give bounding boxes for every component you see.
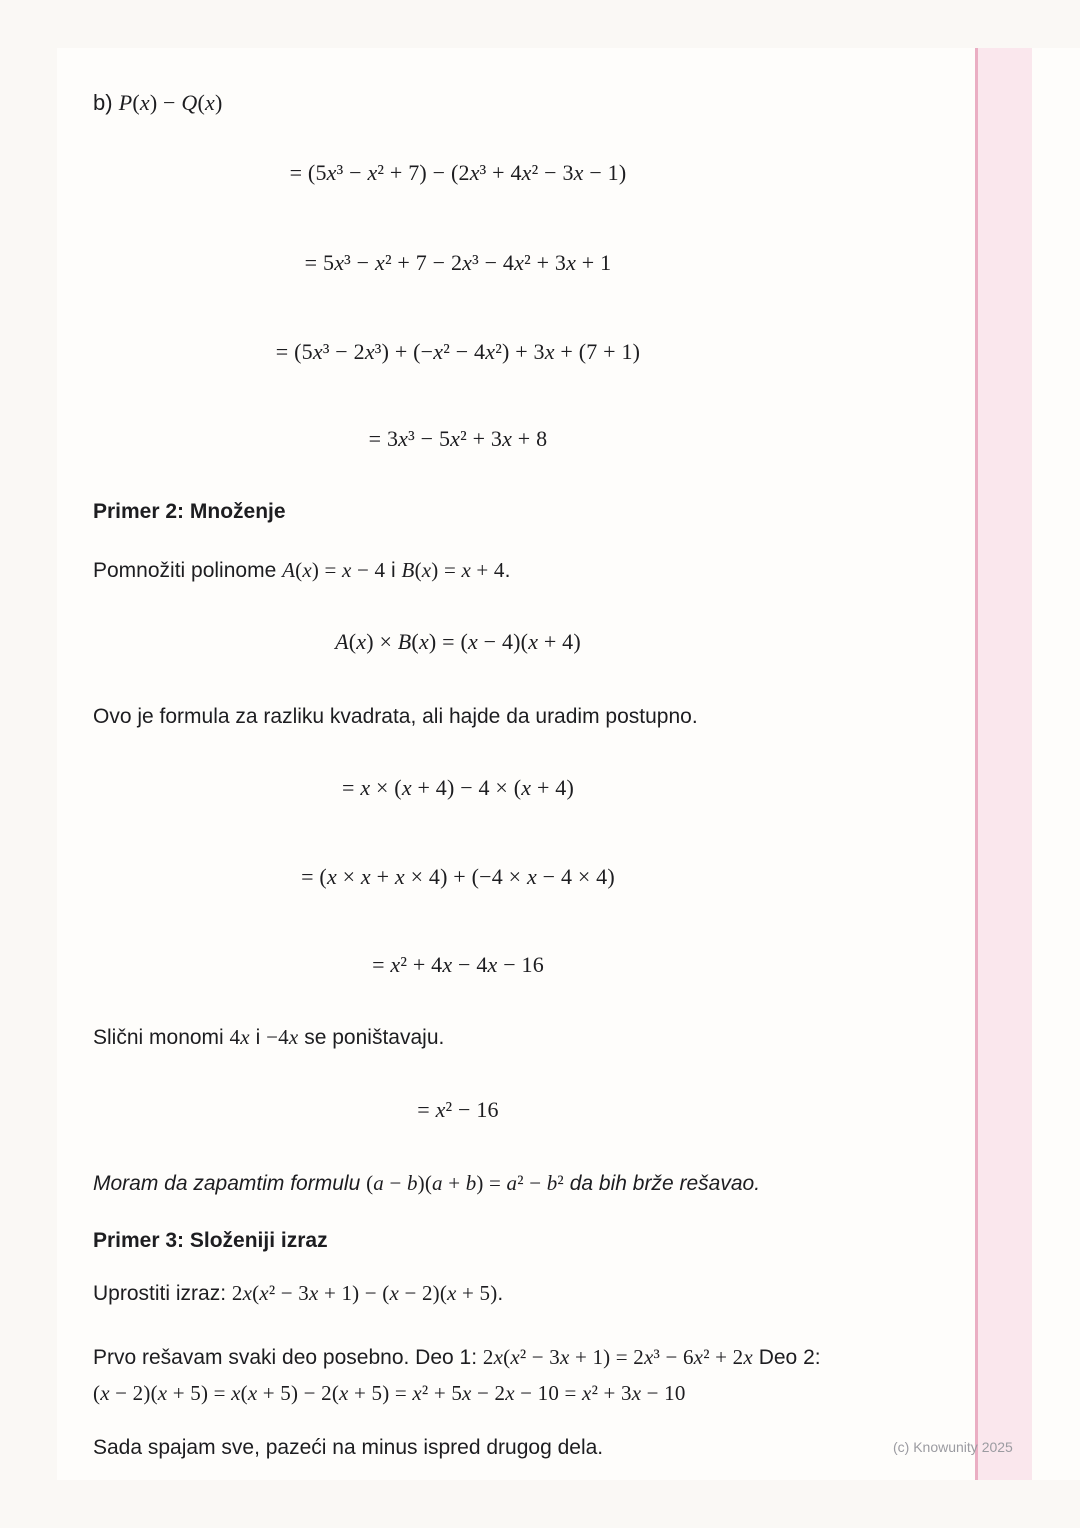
text-segment: i bbox=[385, 559, 402, 582]
text-line bbox=[93, 1278, 893, 1309]
text-segment: Deo 2: bbox=[752, 1346, 821, 1369]
section-heading bbox=[93, 1226, 893, 1256]
equation-line bbox=[93, 248, 823, 278]
text-line bbox=[93, 1022, 893, 1053]
equation-line bbox=[93, 1095, 823, 1125]
text-line bbox=[93, 555, 893, 586]
text-segment: da bih brže rešavao. bbox=[563, 1172, 761, 1195]
text-line bbox=[93, 1433, 893, 1463]
math-expression: A(x) × B(x) = (x − 4)(x + 4) bbox=[335, 629, 581, 654]
equation-line bbox=[93, 773, 823, 803]
page-accent-stripe bbox=[975, 48, 1032, 1480]
text-segment: se poništavaju. bbox=[298, 1026, 445, 1049]
math-expression: = 3x³ − 5x² + 3x + 8 bbox=[368, 426, 548, 451]
math-expression: = (5x³ − x² + 7) − (2x³ + 4x² − 3x − 1) bbox=[289, 160, 627, 185]
text-line bbox=[93, 1342, 893, 1373]
text-segment: Primer 2: Množenje bbox=[93, 500, 286, 523]
document-page bbox=[57, 48, 1080, 1480]
math-expression: −4x bbox=[266, 1025, 299, 1049]
note-line bbox=[93, 1168, 893, 1199]
equation-line bbox=[93, 950, 823, 980]
text-segment: Moram da zapamtim formulu bbox=[93, 1172, 367, 1195]
equation-line bbox=[93, 424, 823, 454]
text-segment: Ovo je formula za razliku kvadrata, ali hajde da uradim postupno. bbox=[93, 705, 698, 728]
text-segment: Slični monomi bbox=[93, 1026, 230, 1049]
math-expression: (x − 2)(x + 5) = x(x + 5) − 2(x + 5) = x² + 5x − 2x − 10 = x² + 3x − 10 bbox=[93, 1381, 686, 1405]
math-expression: = x² + 4x − 4x − 16 bbox=[372, 952, 544, 977]
math-expression: 2x(x² − 3x + 1) = 2x³ − 6x² + 2x bbox=[482, 1345, 753, 1369]
text-segment: i bbox=[249, 1026, 267, 1049]
text-segment: b) bbox=[93, 90, 119, 115]
text-segment: Primer 3: Složeniji izraz bbox=[93, 1229, 328, 1252]
math-expression: P(x) − Q(x) bbox=[118, 90, 223, 115]
text-line bbox=[93, 88, 893, 118]
equation-line bbox=[93, 158, 823, 188]
section-heading bbox=[93, 497, 893, 527]
text-segment: Sada spajam sve, pazeći na minus ispred drugog dela. bbox=[93, 1436, 604, 1459]
text-line bbox=[93, 702, 893, 732]
math-expression: = (x × x + x × 4) + (−4 × x − 4 × 4) bbox=[301, 864, 615, 889]
text-segment: . bbox=[497, 1282, 504, 1305]
math-expression: = (5x³ − 2x³) + (−x² − 4x²) + 3x + (7 + 1) bbox=[275, 339, 641, 364]
equation-line bbox=[93, 337, 823, 367]
math-expression: = x² − 16 bbox=[417, 1097, 499, 1122]
math-expression: 2x(x² − 3x + 1) − (x − 2)(x + 5) bbox=[231, 1281, 498, 1305]
text-segment: Uprostiti izraz: bbox=[93, 1282, 232, 1305]
math-expression: A(x) = x − 4 bbox=[282, 558, 386, 582]
text-segment: . bbox=[504, 559, 511, 582]
text-segment: Pomnožiti polinome bbox=[93, 559, 283, 582]
math-expression: B(x) = x + 4 bbox=[401, 558, 505, 582]
math-expression: = x × (x + 4) − 4 × (x + 4) bbox=[342, 775, 574, 800]
math-expression: 4x bbox=[229, 1025, 250, 1049]
equation-line bbox=[93, 627, 823, 657]
copyright-watermark: (c) Knowunity 2025 bbox=[893, 1439, 1013, 1455]
equation-line bbox=[93, 862, 823, 892]
math-expression: = 5x³ − x² + 7 − 2x³ − 4x² + 3x + 1 bbox=[304, 250, 612, 275]
math-expression: (a − b)(a + b) = a² − b² bbox=[366, 1171, 564, 1195]
text-segment: Prvo rešavam svaki deo posebno. Deo 1: bbox=[93, 1346, 483, 1369]
text-line bbox=[93, 1378, 893, 1409]
